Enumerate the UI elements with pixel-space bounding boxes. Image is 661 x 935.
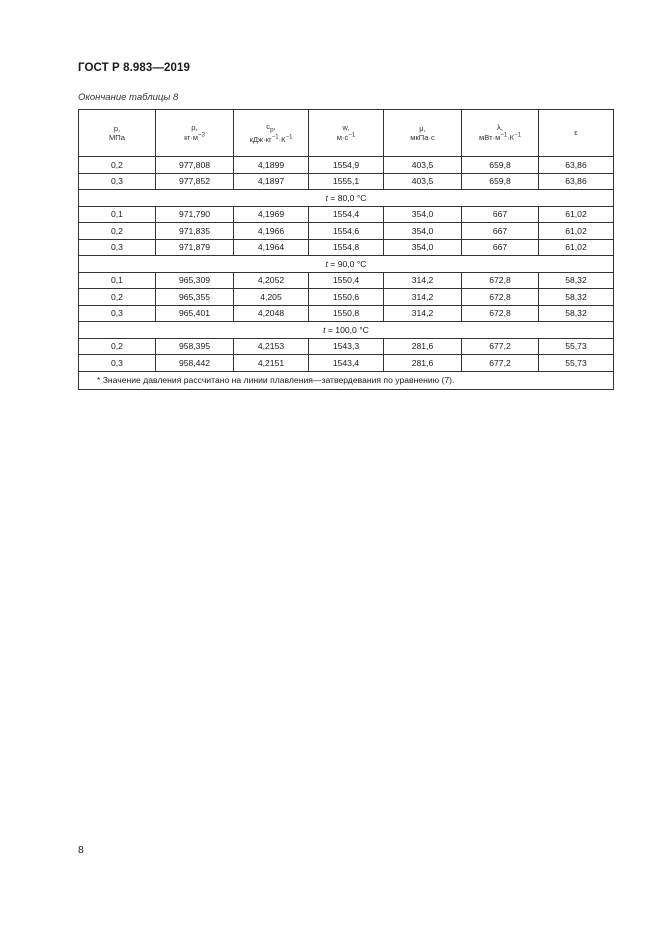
column-unit: МПа [108,133,125,142]
table-row [79,157,614,174]
table-cell: 403,5 [384,157,462,174]
column-unit: мкПа·с [410,133,435,142]
column-symbol: $c_p$, [266,121,276,134]
table-cell: 672,8 [462,289,539,306]
table-cell: 0,2 [79,157,156,174]
column-header [234,110,309,157]
table-cell: 4,1899 [234,157,309,174]
column-symbol: ε [574,128,578,138]
table-cell: 1550,8 [309,305,384,322]
table-cell: 58,32 [539,305,614,322]
column-header [309,110,384,157]
table-cell: 1550,4 [309,272,384,289]
table-cell: 403,5 [384,173,462,190]
table-cell: 672,8 [462,305,539,322]
table-cell: 55,73 [539,355,614,372]
table-cell: 971,790 [156,206,234,223]
table-cell: 314,2 [384,272,462,289]
table-cell: 354,0 [384,223,462,240]
section-label: t = 90,0 °C [79,256,614,273]
table-cell: 971,835 [156,223,234,240]
section-row [79,256,614,273]
table-cell: 1554,8 [309,239,384,256]
table-cell: 4,205 [234,289,309,306]
table-cell: 354,0 [384,239,462,256]
column-unit: $м\cdot с^{-1}$ [336,132,356,143]
section-row [79,190,614,207]
table-cell: 55,73 [539,338,614,355]
table-cell: 4,1897 [234,173,309,190]
table-cell: 0,2 [79,289,156,306]
table-cell: 1550,6 [309,289,384,306]
table-cell: 965,401 [156,305,234,322]
table-cell: 314,2 [384,289,462,306]
document-title: ГОСТ Р 8.983—2019 [78,62,190,74]
table-cell: 977,852 [156,173,234,190]
table-cell: 0,3 [79,355,156,372]
table-cell: 1543,3 [309,338,384,355]
column-symbol: p, [113,123,121,133]
table-cell: 958,442 [156,355,234,372]
table-row [79,355,614,372]
section-label: t = 100,0 °C [79,322,614,339]
column-unit: $кДж\cdot кг^{-1}\cdot К^{-1}$ [249,134,293,144]
table-cell: 1555,1 [309,173,384,190]
table-cell: 0,2 [79,223,156,240]
table-row [79,289,614,306]
table-cell: 1543,4 [309,355,384,372]
column-symbol: w, [342,123,350,133]
table-cell: 314,2 [384,305,462,322]
table-cell: 61,02 [539,239,614,256]
table-cell: 659,8 [462,157,539,174]
page-number: 8 [78,844,84,856]
table-cell: 281,6 [384,355,462,372]
table-cell: 677,2 [462,338,539,355]
table-cell: 667 [462,239,539,256]
table-cell: 0,1 [79,272,156,289]
table-cell: 977,808 [156,157,234,174]
table-cell: 281,6 [384,338,462,355]
table-cell: 672,8 [462,272,539,289]
table-row [79,173,614,190]
table-cell: 677,2 [462,355,539,372]
table-header-row [79,110,614,157]
section-label: t = 80,0 °C [79,190,614,207]
table-cell: 61,02 [539,206,614,223]
table-cell: 63,86 [539,173,614,190]
column-symbol: ρ, [191,123,198,133]
table-cell: 58,32 [539,289,614,306]
table-footnote: * Значение давления рассчитано на линии плавления—затвердевания по уравнению (7). [79,371,614,389]
column-header [79,110,156,157]
column-symbol: μ, [419,123,426,133]
table-cell: 1554,4 [309,206,384,223]
table-cell: 667 [462,223,539,240]
table-row [79,239,614,256]
table-cell: 61,02 [539,223,614,240]
table-row [79,272,614,289]
table-row [79,223,614,240]
table-cell: 0,3 [79,239,156,256]
table-cell: 4,2052 [234,272,309,289]
table-cell: 63,86 [539,157,614,174]
table-cell: 965,309 [156,272,234,289]
column-header [384,110,462,157]
table-row [79,206,614,223]
column-unit: $мВт\cdot м^{-1}\cdot К^{-1}$ [479,132,521,143]
table-cell: 659,8 [462,173,539,190]
table-cell: 4,2151 [234,355,309,372]
column-header [156,110,234,157]
table-cell: 4,2153 [234,338,309,355]
table-cell: 4,1969 [234,206,309,223]
column-header [539,110,614,157]
table-row [79,305,614,322]
table-body [79,157,614,390]
table-cell: 965,355 [156,289,234,306]
column-header [462,110,539,157]
table-row [79,338,614,355]
table-cell: 4,1964 [234,239,309,256]
table-cell: 0,3 [79,305,156,322]
table-caption: Окончание таблицы 8 [78,92,179,103]
table-cell: 4,1966 [234,223,309,240]
table-cell: 354,0 [384,206,462,223]
table-cell: 971,879 [156,239,234,256]
table-cell: 1554,9 [309,157,384,174]
table-cell: 0,3 [79,173,156,190]
section-row [79,322,614,339]
table-cell: 958,395 [156,338,234,355]
column-symbol: λ, [497,123,503,133]
column-unit: $кг\cdot м^{-3}$ [184,132,205,143]
table-cell: 667 [462,206,539,223]
table-cell: 0,2 [79,338,156,355]
table-cell: 1554,6 [309,223,384,240]
table-cell: 58,32 [539,272,614,289]
data-table [78,109,614,390]
table-cell: 0,1 [79,206,156,223]
table-cell: 4,2048 [234,305,309,322]
footnote-row [79,371,614,389]
